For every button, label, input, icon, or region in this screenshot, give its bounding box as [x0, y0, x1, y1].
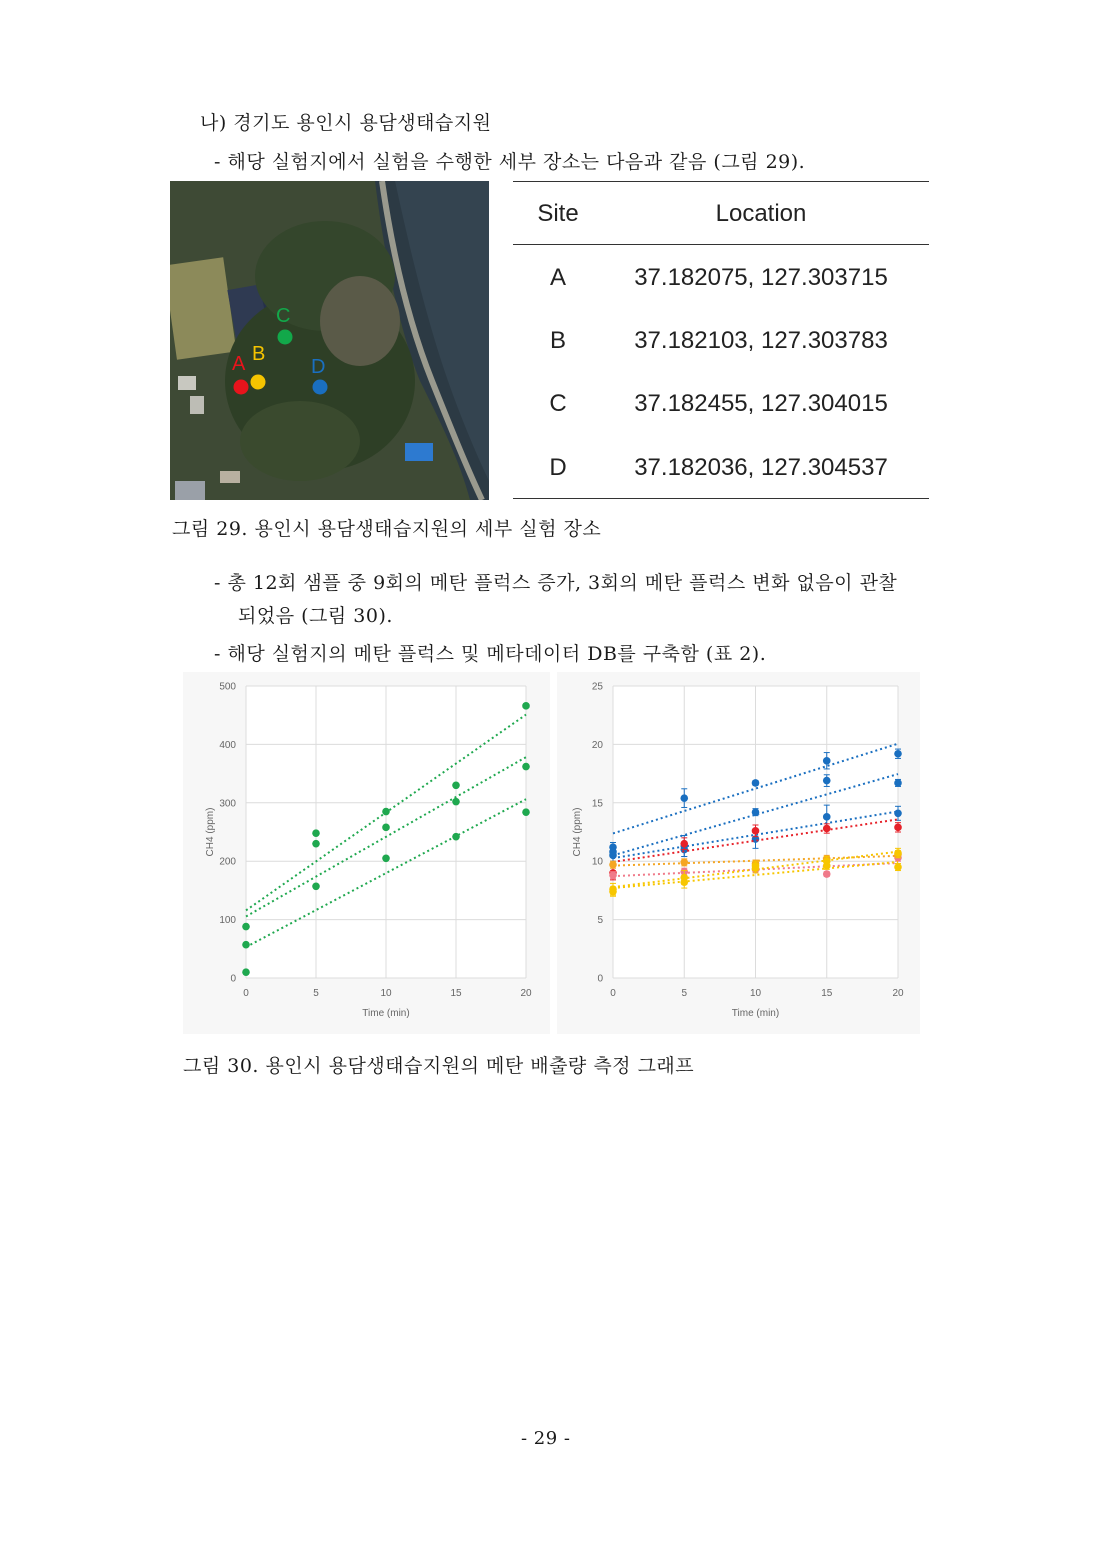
data-point: [752, 808, 760, 816]
section-heading: 나) 경기도 용인시 용담생태습지원: [200, 112, 492, 134]
data-point: [522, 763, 530, 771]
data-point: [609, 852, 617, 860]
site-location-table: [513, 181, 929, 500]
data-point: [452, 781, 460, 789]
table-row-site: D: [549, 454, 567, 481]
table-header-site: Site: [537, 200, 579, 227]
x-tick-label: 0: [243, 988, 249, 999]
marker-d: [313, 380, 328, 395]
y-tick-label: 20: [591, 739, 603, 751]
data-point: [894, 849, 902, 857]
data-point: [312, 840, 320, 848]
y-tick-label: 10: [591, 856, 603, 868]
data-point: [894, 750, 902, 758]
x-tick-label: 15: [450, 988, 462, 999]
data-point: [382, 854, 390, 862]
y-tick-label: 500: [219, 681, 236, 693]
x-tick-label: 5: [313, 988, 319, 999]
y-axis-label: CH4 (ppm): [205, 807, 216, 857]
data-point: [894, 824, 902, 832]
methane-chart-left: [183, 672, 550, 1034]
x-tick-label: 5: [681, 988, 688, 999]
table-top-rule: [513, 181, 929, 182]
data-point: [522, 808, 530, 816]
data-point: [680, 794, 688, 802]
table-row-location: 37.182103, 127.303783: [634, 327, 888, 354]
y-tick-label: 300: [219, 798, 236, 810]
data-point: [382, 824, 390, 832]
data-point: [823, 813, 831, 821]
y-tick-label: 400: [219, 739, 236, 751]
data-point: [752, 779, 760, 787]
marker-b: [251, 375, 266, 390]
y-tick-label: 15: [591, 798, 603, 810]
table-row-site: C: [549, 390, 567, 417]
table-row-location: 37.182075, 127.303715: [634, 264, 888, 291]
x-axis-label: Time (min): [362, 1008, 410, 1019]
bullet-sites-intro: - 해당 실험지에서 실험을 수행한 세부 장소는 다음과 같음 (그림 29).: [214, 151, 806, 173]
bullet-db-construction: - 해당 실험지의 메탄 플럭스 및 메타데이터 DB를 구축함 (표 2).: [214, 643, 767, 665]
table-row-site: A: [549, 264, 566, 291]
y-tick-label: 0: [597, 973, 603, 985]
bullet-flux-observation: - 총 12회 샘플 중 9회의 메탄 플럭스 증가, 3회의 메탄 플럭스 변화 없음이 관찰: [214, 572, 898, 594]
table-row-location: 37.182455, 127.304015: [634, 390, 888, 417]
bullet-flux-observation-cont: 되었음 (그림 30).: [238, 605, 393, 627]
data-point: [680, 878, 688, 886]
data-point: [242, 968, 250, 976]
data-point: [752, 827, 760, 835]
data-point: [680, 859, 688, 867]
data-point: [312, 883, 320, 891]
y-tick-label: 100: [219, 915, 236, 927]
data-point: [382, 808, 390, 816]
data-point: [823, 862, 831, 870]
y-tick-label: 0: [230, 973, 236, 985]
y-tick-label: 5: [597, 915, 603, 927]
x-axis-label: Time (min): [731, 1008, 780, 1019]
marker-c-label: C: [276, 305, 291, 327]
satellite-map-image: [170, 181, 489, 500]
data-point: [312, 829, 320, 837]
table-header-rule: [513, 244, 929, 245]
data-point: [609, 888, 617, 896]
methane-chart-right: [557, 672, 920, 1034]
y-axis-label: CH4 (ppm): [572, 807, 583, 857]
data-point: [823, 870, 831, 878]
marker-a-label: A: [232, 353, 246, 375]
y-tick-label: 200: [219, 856, 236, 868]
data-point: [609, 861, 617, 869]
marker-c: [278, 330, 293, 345]
y-tick-label: 25: [591, 681, 603, 693]
data-point: [752, 864, 760, 872]
data-point: [894, 810, 902, 818]
table-row-site: B: [549, 327, 566, 354]
x-tick-label: 20: [892, 988, 904, 999]
data-point: [242, 941, 250, 949]
x-tick-label: 0: [610, 988, 616, 999]
x-tick-label: 10: [380, 988, 392, 999]
x-tick-label: 20: [520, 988, 532, 999]
marker-b-label: B: [252, 343, 266, 365]
data-point: [452, 833, 460, 841]
data-point: [894, 863, 902, 871]
x-tick-label: 15: [821, 988, 833, 999]
data-point: [452, 798, 460, 806]
data-point: [609, 871, 617, 879]
data-point: [823, 757, 831, 765]
marker-a: [234, 380, 249, 395]
page-number: - 29 -: [521, 1428, 571, 1449]
x-tick-label: 10: [749, 988, 762, 999]
data-point: [242, 923, 250, 931]
data-point: [823, 777, 831, 785]
data-point: [680, 840, 688, 848]
data-point: [823, 825, 831, 833]
table-row-location: 37.182036, 127.304537: [634, 454, 888, 481]
table-bottom-rule: [513, 498, 929, 499]
data-point: [894, 779, 902, 787]
data-point: [522, 702, 530, 710]
figure-30-caption: 그림 30. 용인시 용담생태습지원의 메탄 배출량 측정 그래프: [183, 1055, 695, 1077]
figure-29-caption: 그림 29. 용인시 용담생태습지원의 세부 실험 장소: [172, 518, 602, 540]
table-header-location: Location: [715, 200, 807, 227]
marker-d-label: D: [311, 356, 326, 378]
